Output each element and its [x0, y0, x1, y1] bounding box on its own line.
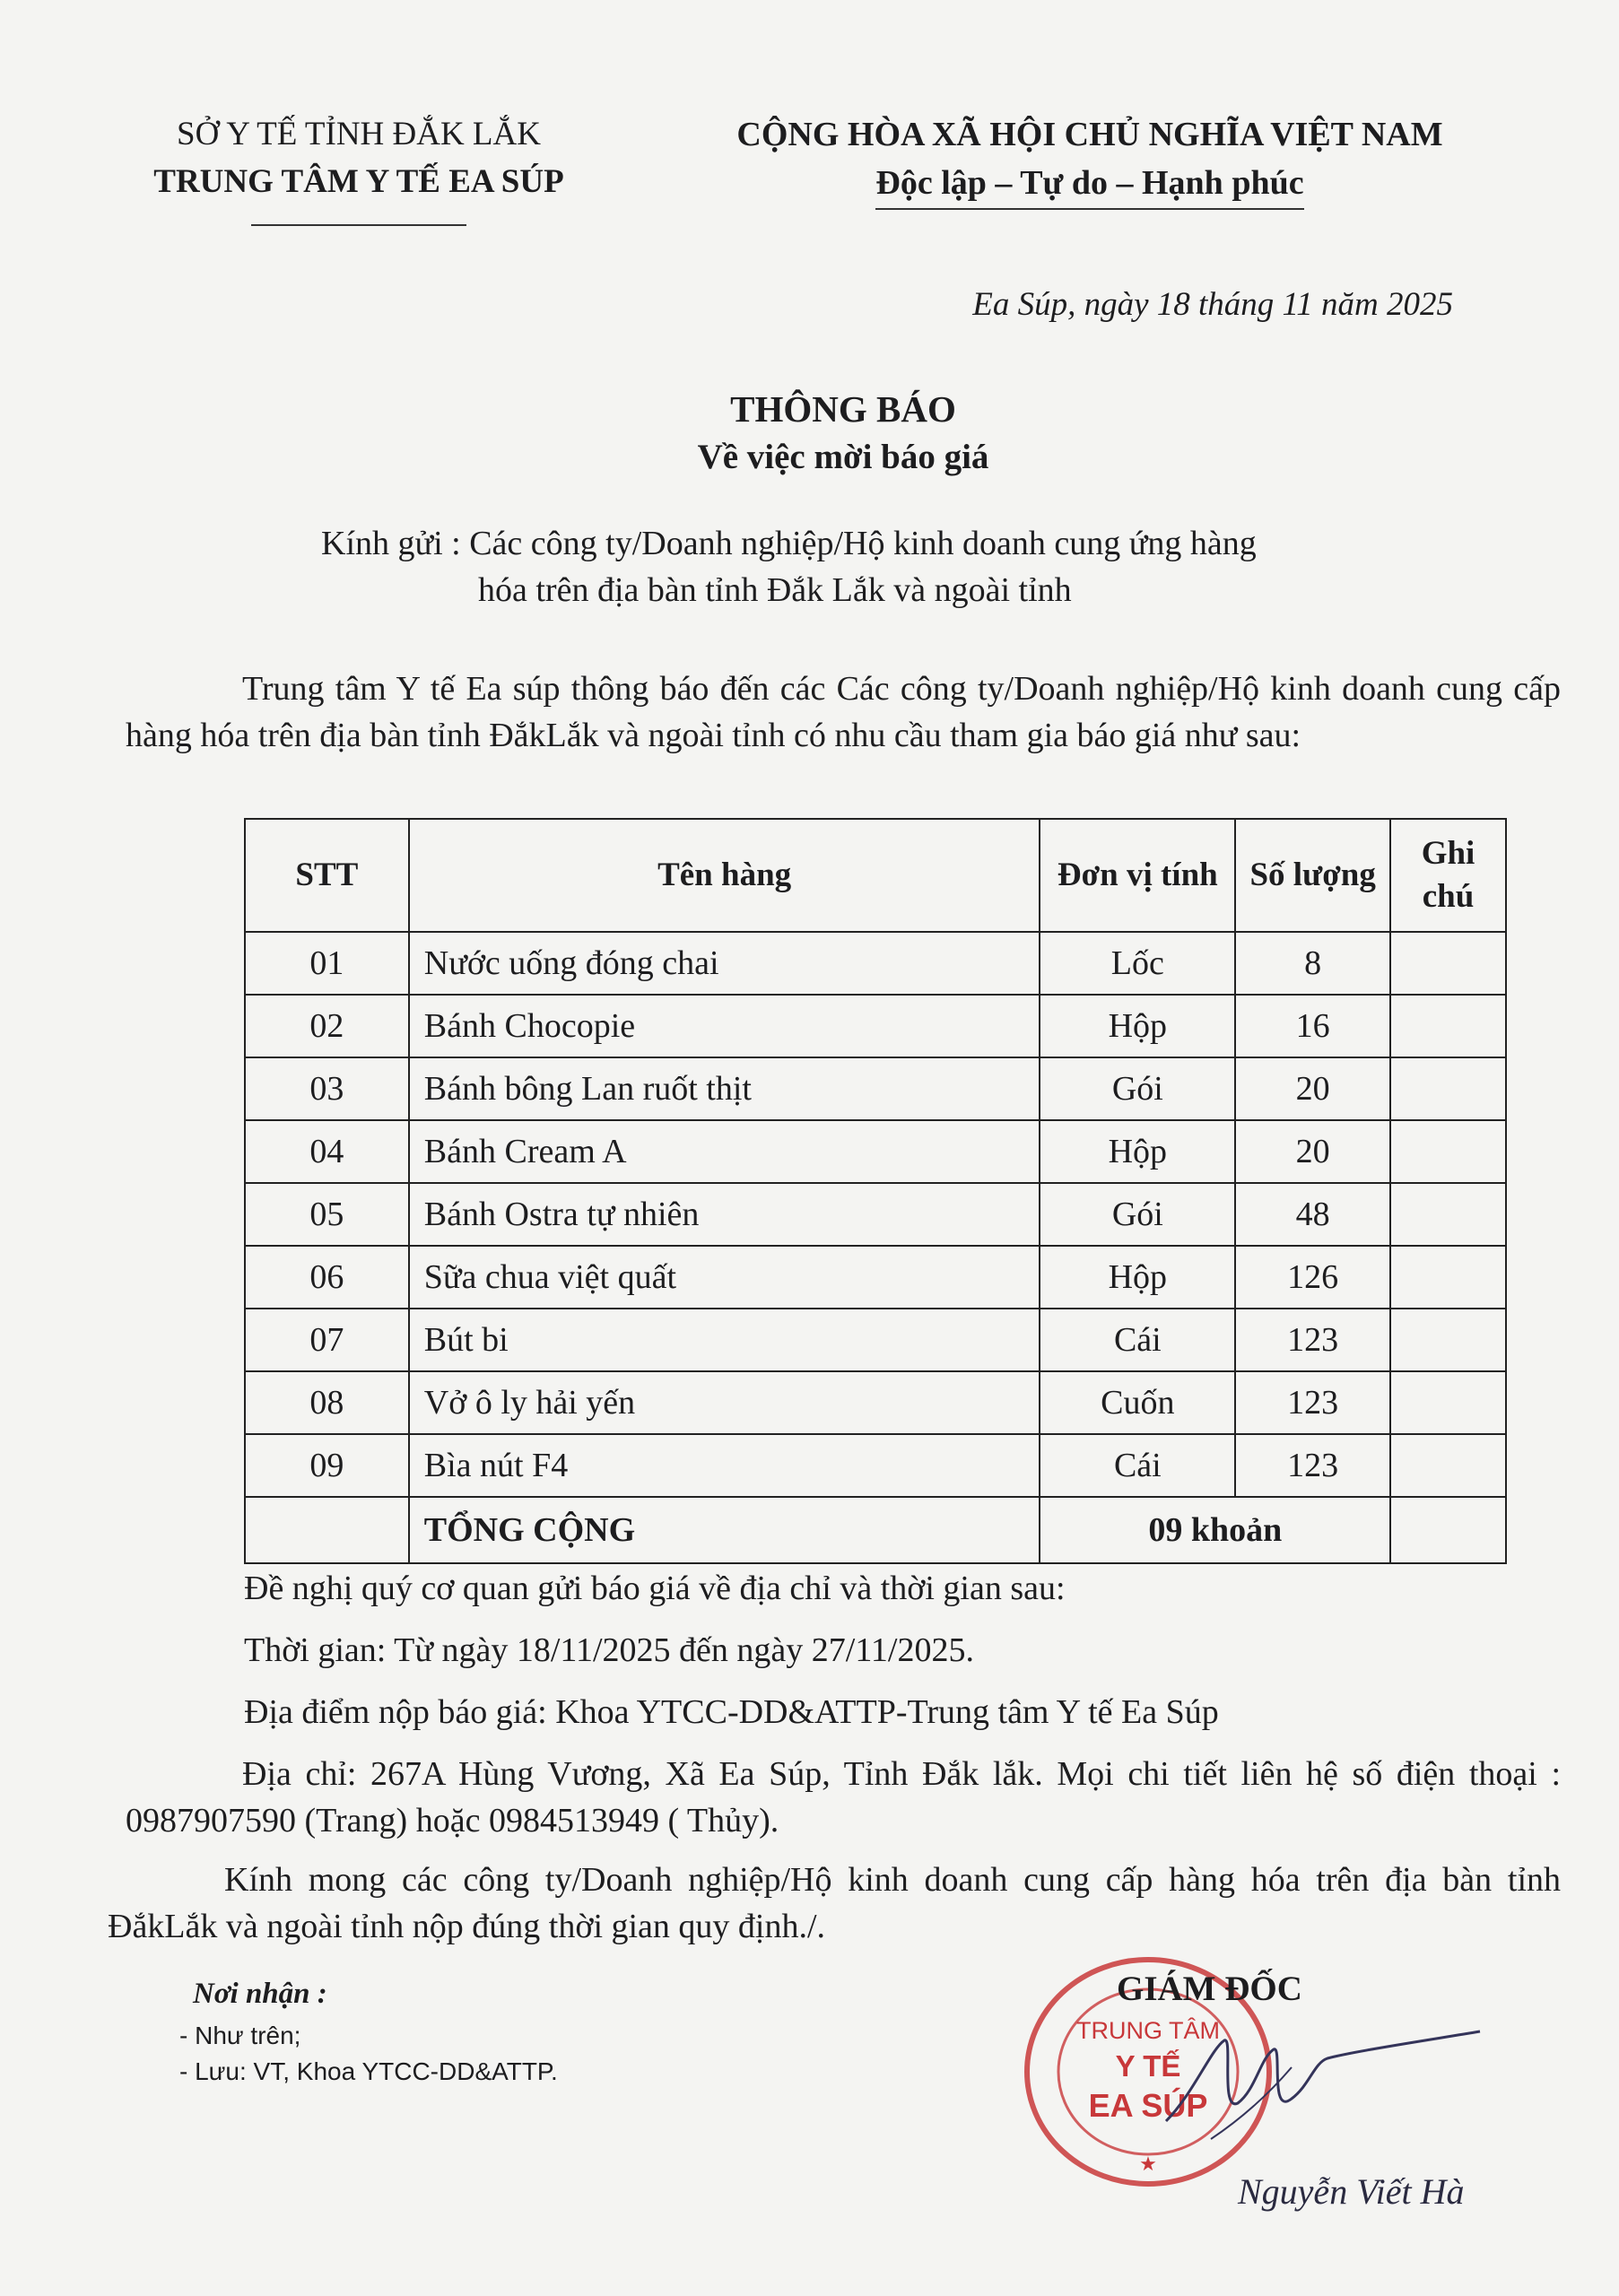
cell-qty: 123: [1235, 1434, 1390, 1497]
cell-qty: 20: [1235, 1057, 1390, 1120]
cell-name: Bánh Cream A: [409, 1120, 1040, 1183]
cell-stt: 09: [245, 1434, 409, 1497]
cell-stt: 02: [245, 995, 409, 1057]
cell-qty: 123: [1235, 1371, 1390, 1434]
total-value: 09 khoản: [1040, 1497, 1390, 1563]
cell-name: Nước uống đóng chai: [409, 932, 1040, 995]
cell-name: Vở ô ly hải yến: [409, 1371, 1040, 1434]
cell-unit: Gói: [1040, 1057, 1235, 1120]
cell-qty: 20: [1235, 1120, 1390, 1183]
col-header-unit: Đơn vị tính: [1040, 819, 1235, 932]
cell-note: [1390, 1309, 1506, 1371]
recipients-label: Nơi nhận :: [193, 1978, 327, 2010]
cell-note: [1390, 1497, 1506, 1563]
cell-name: Bìa nút F4: [409, 1434, 1040, 1497]
address-paragraph: [126, 1751, 1561, 1844]
cell-qty: 48: [1235, 1183, 1390, 1246]
cell-note: [1390, 932, 1506, 995]
table-row: [245, 995, 1506, 1057]
recipient-item: - Như trên;: [179, 2022, 301, 2049]
cell-stt: 05: [245, 1183, 409, 1246]
signature-scribble: [1157, 2013, 1489, 2148]
table-row: [245, 1371, 1506, 1434]
cell-note: [1390, 1120, 1506, 1183]
cell-unit: Hộp: [1040, 1120, 1235, 1183]
table-row: [245, 932, 1506, 995]
recipient-line-2: hóa trên địa bàn tỉnh Đắk Lắk và ngoài tỉnh: [478, 571, 1072, 609]
intro-text: Trung tâm Y tế Ea súp thông báo đến các Các công ty/Doanh nghiệp/Hộ kinh doanh cung cấp hàng hóa trên địa bàn tỉnh ĐắkLắk và ngoài tỉnh có nhu cầu tham gia báo giá như sau:: [126, 670, 1561, 754]
cell-name: Bánh Ostra tự nhiên: [409, 1183, 1040, 1246]
cell-unit: Cuốn: [1040, 1371, 1235, 1434]
recipient-item: - Lưu: VT, Khoa YTCC-DD&ATTP.: [179, 2057, 558, 2085]
col-header-name: Tên hàng: [409, 819, 1040, 932]
signer-name: Nguyễn Viết Hà: [1238, 2171, 1465, 2212]
document-subtitle: Về việc mời báo giá: [697, 438, 989, 476]
cell-name: Bánh Chocopie: [409, 995, 1040, 1057]
director-title: GIÁM ĐỐC: [1117, 1970, 1302, 2008]
cell-stt: 04: [245, 1120, 409, 1183]
cell-stt: [245, 1497, 409, 1563]
table-row: [245, 1120, 1506, 1183]
cell-unit: Cái: [1040, 1309, 1235, 1371]
col-header-qty: Số lượng: [1235, 819, 1390, 932]
cell-name: Bánh bông Lan ruốt thịt: [409, 1057, 1040, 1120]
cell-note: [1390, 1434, 1506, 1497]
cell-unit: Gói: [1040, 1183, 1235, 1246]
cell-note: [1390, 1183, 1506, 1246]
date-line: Ea Súp, ngày 18 tháng 11 năm 2025: [972, 286, 1453, 323]
closing-text: Kính mong các công ty/Doanh nghiệp/Hộ kinh doanh cung cấp hàng hóa trên địa bàn tỉnh ĐắkLắk và ngoài tỉnh nộp đúng thời gian quy định./.: [108, 1861, 1561, 1945]
recipients-list: [179, 2018, 558, 2090]
svg-text:★: ★: [1139, 2152, 1157, 2175]
cell-note: [1390, 1057, 1506, 1120]
cell-unit: Cái: [1040, 1434, 1235, 1497]
table-row: [245, 1057, 1506, 1120]
cell-stt: 08: [245, 1371, 409, 1434]
recipient-block: [321, 520, 1487, 613]
cell-note: [1390, 995, 1506, 1057]
table-total-row: [245, 1497, 1506, 1563]
stamp-line-3: EA SÚP: [1088, 2087, 1208, 2124]
cell-name: Bút bi: [409, 1309, 1040, 1371]
cell-unit: Hộp: [1040, 995, 1235, 1057]
motto: Độc lập – Tự do – Hạnh phúc: [875, 163, 1303, 210]
issuer-divider: [251, 224, 466, 226]
place-line: Địa điểm nộp báo giá: Khoa YTCC-DD&ATTP-Trung tâm Y tế Ea Súp: [244, 1693, 1219, 1731]
table-row: [245, 1246, 1506, 1309]
document-title: THÔNG BÁO: [730, 388, 956, 430]
cell-stt: 01: [245, 932, 409, 995]
cell-stt: 07: [245, 1309, 409, 1371]
cell-note: [1390, 1371, 1506, 1434]
cell-stt: 03: [245, 1057, 409, 1120]
org-name: TRUNG TÂM Y TẾ EA SÚP: [153, 163, 564, 200]
stamp-line-1: TRUNG TÂM: [1076, 2017, 1220, 2044]
issuer-block: [108, 115, 610, 226]
recipient-line-1: Kính gửi : Các công ty/Doanh nghiệp/Hộ kinh doanh cung ứng hàng: [321, 525, 1257, 562]
col-header-note: Ghi chú: [1390, 819, 1506, 932]
closing-paragraph: [108, 1857, 1561, 1950]
cell-qty: 16: [1235, 995, 1390, 1057]
request-line: Đề nghị quý cơ quan gửi báo giá về địa chỉ và thời gian sau:: [244, 1570, 1066, 1607]
cell-unit: Lốc: [1040, 932, 1235, 995]
time-line: Thời gian: Từ ngày 18/11/2025 đến ngày 27/11/2025.: [244, 1631, 974, 1669]
cell-qty: 123: [1235, 1309, 1390, 1371]
total-label: TỔNG CỘNG: [409, 1497, 1040, 1563]
cell-stt: 06: [245, 1246, 409, 1309]
table-row: [245, 1434, 1506, 1497]
table-header-row: [245, 819, 1506, 932]
org-parent: SỞ Y TẾ TỈNH ĐẮK LẮK: [177, 116, 541, 152]
stamp-line-2: Y TẾ: [1115, 2049, 1181, 2083]
col-header-stt: STT: [245, 819, 409, 932]
cell-qty: 126: [1235, 1246, 1390, 1309]
intro-paragraph: [126, 665, 1561, 759]
cell-qty: 8: [1235, 932, 1390, 995]
table-row: [245, 1309, 1506, 1371]
country-name: CỘNG HÒA XÃ HỘI CHỦ NGHĨA VIỆT NAM: [736, 116, 1443, 153]
table-row: [245, 1183, 1506, 1246]
address-text: Địa chỉ: 267A Hùng Vương, Xã Ea Súp, Tỉnh Đắk lắk. Mọi chi tiết liên hệ số điện thoại : 0987907590 (Trang) hoặc 0984513949 ( Thủy).: [126, 1755, 1561, 1839]
cell-note: [1390, 1246, 1506, 1309]
national-header: [718, 115, 1462, 210]
items-table: [244, 818, 1507, 1564]
cell-unit: Hộp: [1040, 1246, 1235, 1309]
cell-name: Sữa chua việt quất: [409, 1246, 1040, 1309]
